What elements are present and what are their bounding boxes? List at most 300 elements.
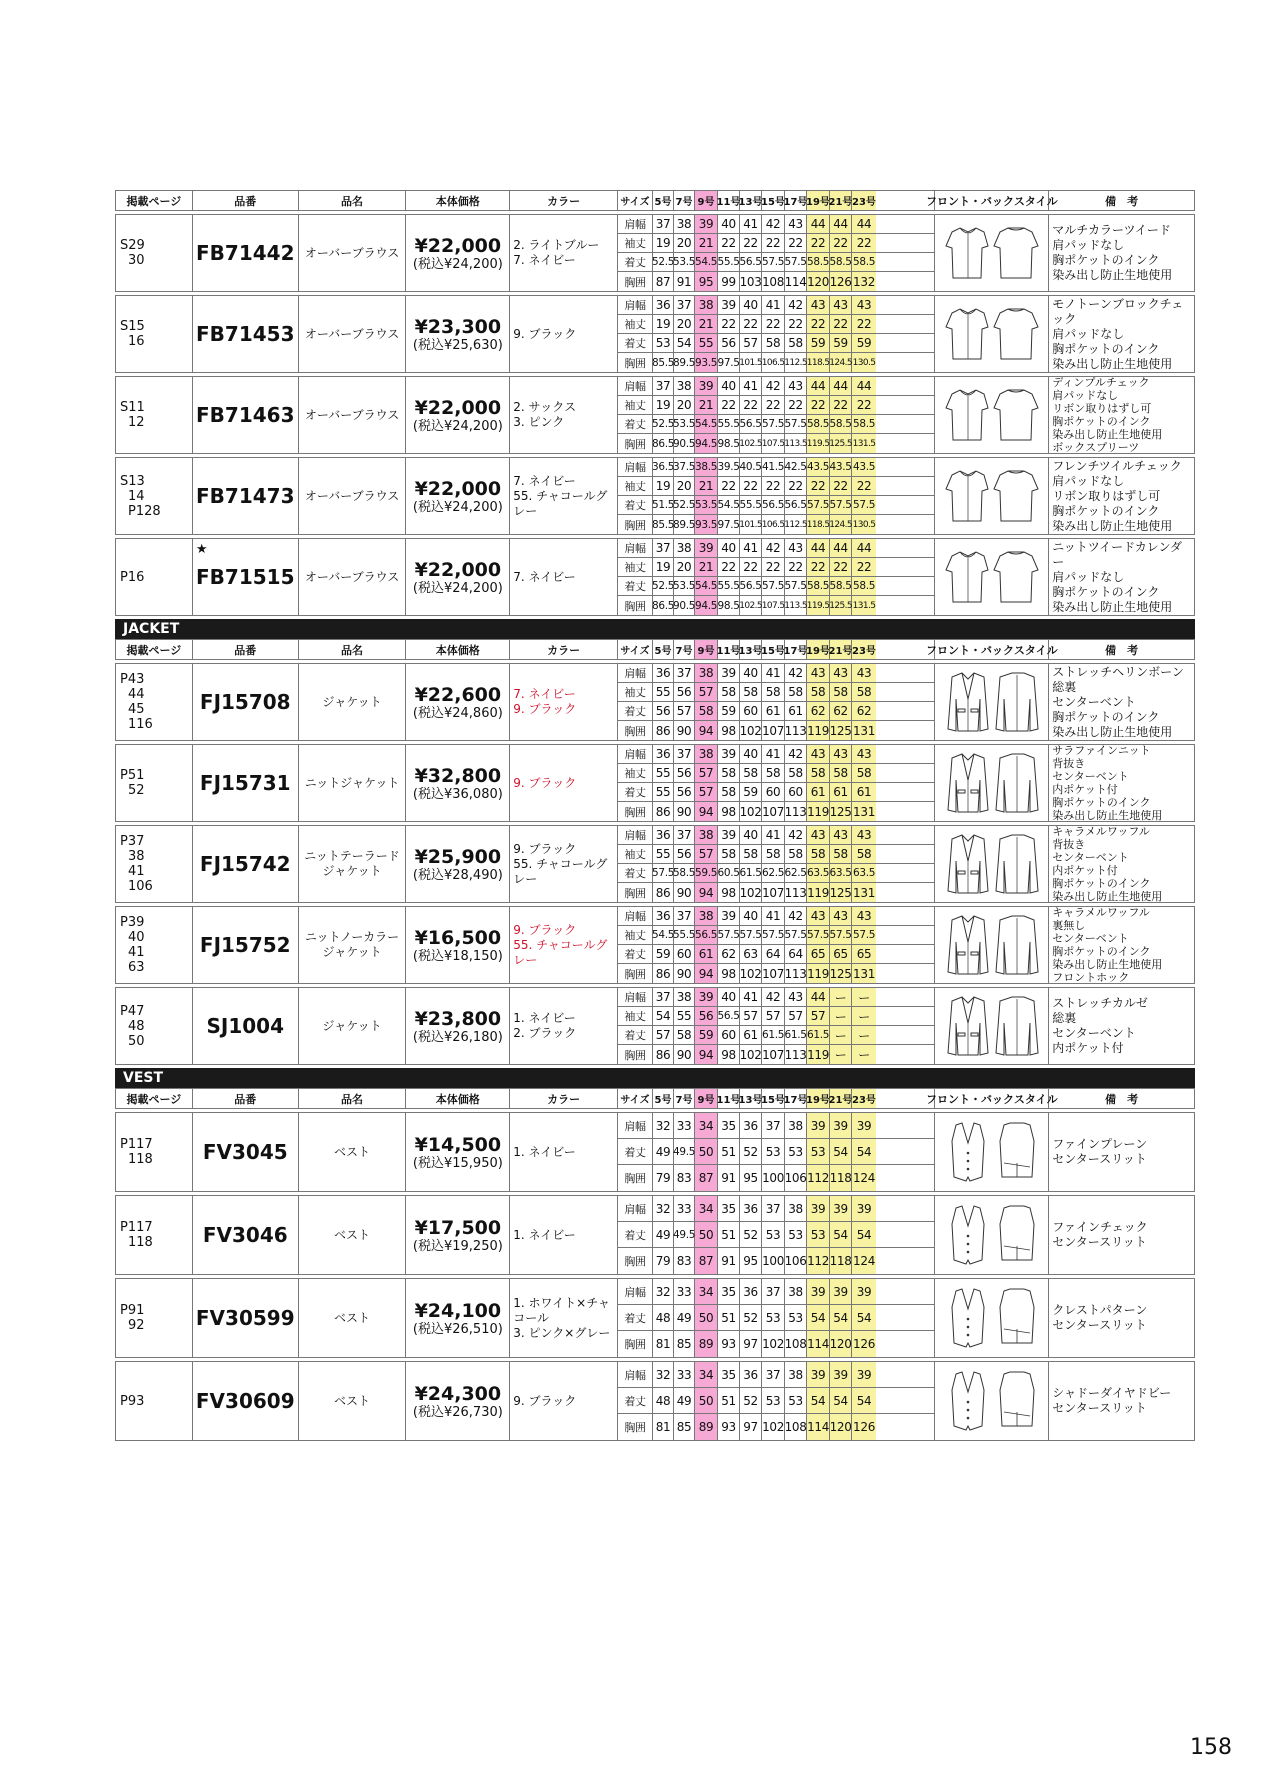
size-value: 98 <box>718 883 740 902</box>
measure-label: 肩幅 <box>618 377 653 395</box>
size-table <box>618 664 935 740</box>
size-value: 42 <box>762 215 785 233</box>
product-name-line: ニットジャケット <box>304 775 400 790</box>
size-value: 54.5 <box>718 496 740 514</box>
size-value: 107 <box>762 1045 785 1064</box>
product-code-text: FV3045 <box>202 1140 288 1164</box>
size-value: 102 <box>740 964 762 983</box>
size-value: 43 <box>852 664 876 682</box>
size-value: 36 <box>740 1113 762 1138</box>
size-value: 61 <box>762 702 785 720</box>
size-row <box>618 377 934 396</box>
jacket-silhouette-icon <box>938 750 1046 816</box>
remarks <box>1049 907 1194 983</box>
size-value: 94 <box>695 964 718 983</box>
size-value: 40 <box>718 215 740 233</box>
size-15号: 15号 <box>762 640 785 659</box>
color-option: 1. ネイビー <box>513 1227 576 1242</box>
header-code: 品番 <box>193 1089 299 1108</box>
product-row-FJ15742 <box>115 825 1195 903</box>
size-value: 39 <box>852 1196 876 1221</box>
size-value: 83 <box>674 1165 695 1191</box>
size-value: 21 <box>695 315 718 333</box>
price-base: ¥16,500 <box>414 926 502 949</box>
remark-line: センターベント <box>1052 694 1136 709</box>
color-option: 1. ホワイト×チャコール <box>513 1295 610 1325</box>
size-value: 53 <box>653 334 674 352</box>
size-value: 42 <box>762 988 785 1006</box>
page-ref: S29 <box>120 238 145 253</box>
size-value: 39 <box>695 215 718 233</box>
size-value: 91 <box>718 1248 740 1274</box>
column-header-row <box>115 190 1195 211</box>
size-value: 49.5 <box>674 1222 695 1247</box>
size-value: 53.5 <box>674 415 695 433</box>
measure-label: 肩幅 <box>618 1362 653 1387</box>
size-value: 55 <box>674 1007 695 1025</box>
size-value: 63.5 <box>830 864 852 882</box>
size-value: 32 <box>653 1362 674 1387</box>
size-21号: 21号 <box>830 191 852 210</box>
size-value: 50 <box>695 1388 718 1413</box>
size-value: 38 <box>674 988 695 1006</box>
size-table <box>618 296 935 372</box>
size-value: 113 <box>785 964 807 983</box>
measure-label: 肩幅 <box>618 215 653 233</box>
size-value: 38 <box>674 539 695 557</box>
size-value: 102.5 <box>740 434 762 453</box>
size-value: 53.5 <box>674 253 695 271</box>
size-value: 57.5 <box>852 496 876 514</box>
size-value: 22 <box>762 234 785 252</box>
size-value: 58.5 <box>830 415 852 433</box>
size-value: 40 <box>740 907 762 925</box>
size-value: 40 <box>740 664 762 682</box>
size-row <box>618 964 934 983</box>
size-value: 61 <box>785 702 807 720</box>
size-header <box>618 1089 876 1108</box>
size-value: 22 <box>762 558 785 576</box>
size-value: ー <box>830 1045 852 1064</box>
measure-label: 肩幅 <box>618 988 653 1006</box>
size-value: 53 <box>807 1222 830 1247</box>
size-value: 81 <box>653 1414 674 1440</box>
size-value: 43 <box>807 826 830 844</box>
size-row <box>618 253 934 272</box>
size-row <box>618 396 934 415</box>
color-option: 1. ネイビー <box>513 1011 576 1025</box>
size-table <box>618 377 935 453</box>
size-row <box>618 802 934 821</box>
size-value: 43.5 <box>852 458 876 476</box>
page-refs <box>116 458 193 534</box>
product-code-text: FB71463 <box>196 403 295 427</box>
size-value: 38 <box>785 1279 807 1304</box>
measure-label: 袖丈 <box>618 926 653 944</box>
size-value: 55 <box>695 334 718 352</box>
size-value: 57 <box>762 1007 785 1025</box>
measure-label: 胸囲 <box>618 1414 653 1440</box>
size-row <box>618 458 934 477</box>
product-sheet <box>115 190 1195 1441</box>
size-value: 61.5 <box>740 864 762 882</box>
remarks <box>1049 1279 1194 1357</box>
product-row-FB71473 <box>115 457 1195 535</box>
size-row <box>618 826 934 845</box>
measure-label: 胸囲 <box>618 1165 653 1191</box>
size-value: 90 <box>674 883 695 902</box>
product-name-line: ジャケット <box>322 694 382 709</box>
product-code-text: SJ1004 <box>206 1014 285 1038</box>
color-list <box>510 1362 618 1440</box>
size-value: 43 <box>807 664 830 682</box>
size-value: 36 <box>653 664 674 682</box>
measure-label: 肩幅 <box>618 1196 653 1221</box>
size-value: 58 <box>740 845 762 863</box>
measure-label: 袖丈 <box>618 764 653 782</box>
remark-line: 染み出し防止生地使用 <box>1052 428 1163 441</box>
measure-label: 胸囲 <box>618 1045 653 1064</box>
header-remarks: 備 考 <box>1105 1092 1139 1106</box>
size-row <box>618 515 934 534</box>
remark-line: 内ポケット付 <box>1052 783 1118 796</box>
product-row-FV30609 <box>115 1361 1195 1441</box>
size-value: 107 <box>762 883 785 902</box>
size-value: 19 <box>653 315 674 333</box>
price-tax: (税込¥24,860) <box>412 705 503 721</box>
size-value: 98 <box>718 721 740 740</box>
size-value: 53.5 <box>695 496 718 514</box>
size-value: 57 <box>695 845 718 863</box>
color-list <box>510 1113 618 1191</box>
product-code-text: FV30609 <box>195 1389 295 1413</box>
size-value: 54.5 <box>695 577 718 595</box>
remark-line: ボックスプリーツ <box>1052 441 1140 454</box>
size-19号: 19号 <box>807 1089 830 1108</box>
size-row <box>618 745 934 764</box>
size-value: 87 <box>653 272 674 291</box>
size-value: 22 <box>762 396 785 414</box>
measure-label: 肩幅 <box>618 458 653 476</box>
header-price: 本体価格 <box>406 191 510 210</box>
size-row <box>618 988 934 1007</box>
page-ref: 30 <box>128 253 145 268</box>
color-option: 9. ブラック <box>513 326 577 341</box>
header-remarks: 備 考 <box>1105 643 1139 657</box>
size-value: 90.5 <box>674 434 695 453</box>
size-value: 22 <box>740 315 762 333</box>
size-value: 40 <box>740 296 762 314</box>
size-row <box>618 721 934 740</box>
size-value: 86 <box>653 964 674 983</box>
size-value: 43.5 <box>807 458 830 476</box>
remark-line: 染み出し防止生地使用 <box>1052 724 1173 739</box>
measure-label: 肩幅 <box>618 826 653 844</box>
size-value: 21 <box>695 558 718 576</box>
measure-label: 袖丈 <box>618 558 653 576</box>
size-7号: 7号 <box>674 1089 695 1108</box>
size-value: 62.5 <box>762 864 785 882</box>
color-option: 7. ネイビー <box>513 253 576 267</box>
size-value: 98.5 <box>718 596 740 615</box>
size-value: 50 <box>695 1305 718 1330</box>
header-page: 掲載ページ <box>116 1089 193 1108</box>
size-value: 125.5 <box>830 596 852 615</box>
size-value: ー <box>852 988 876 1006</box>
size-value: 98 <box>718 802 740 821</box>
size-label: サイズ <box>618 640 653 659</box>
product-price <box>406 377 510 453</box>
measure-label: 着丈 <box>618 783 653 801</box>
product-row-FV3046 <box>115 1195 1195 1275</box>
product-name <box>299 215 407 291</box>
size-value: 57 <box>695 764 718 782</box>
product-name <box>299 1362 407 1440</box>
size-value: 55.5 <box>718 577 740 595</box>
page-ref: P16 <box>120 569 145 585</box>
remark-line: センターベント <box>1052 851 1129 864</box>
page-ref: S15 <box>120 319 145 334</box>
remark-line: シャドーダイヤドビー <box>1052 1386 1172 1400</box>
size-value: 22 <box>740 234 762 252</box>
size-23号: 23号 <box>852 1089 876 1108</box>
remark-line: 胸ポケットのインク <box>1052 877 1151 890</box>
measure-label: 胸囲 <box>618 883 653 902</box>
product-name <box>299 1279 407 1357</box>
measure-label: 着丈 <box>618 253 653 271</box>
size-value: 41 <box>740 539 762 557</box>
size-value: 22 <box>807 477 830 495</box>
measure-label: 肩幅 <box>618 745 653 763</box>
measure-label: 胸囲 <box>618 353 653 372</box>
size-value: 57 <box>695 683 718 701</box>
size-row <box>618 577 934 596</box>
size-value: 112.5 <box>785 353 807 372</box>
remark-line: ファインチェック <box>1052 1220 1148 1234</box>
price-tax: (税込¥19,250) <box>412 1238 503 1254</box>
size-value: 38 <box>674 377 695 395</box>
size-value: 32 <box>653 1196 674 1221</box>
product-name-line: オーバーブラウス <box>304 326 400 341</box>
size-value: 89 <box>695 1331 718 1357</box>
size-value: 58.5 <box>830 253 852 271</box>
size-value: 94.5 <box>695 434 718 453</box>
price-base: ¥22,600 <box>414 683 502 706</box>
size-row <box>618 415 934 434</box>
size-value: 113.5 <box>785 434 807 453</box>
size-value: 56.5 <box>785 496 807 514</box>
page-ref: 63 <box>128 960 145 975</box>
measure-label: 袖丈 <box>618 477 653 495</box>
size-value: 87 <box>695 1248 718 1274</box>
measure-label: 胸囲 <box>618 272 653 291</box>
size-row <box>618 1007 934 1026</box>
color-list <box>510 215 618 291</box>
remark-line: センタースリット <box>1052 1152 1147 1166</box>
size-value: 44 <box>807 215 830 233</box>
size-table <box>618 1113 935 1191</box>
size-value: 97 <box>740 1331 762 1357</box>
size-value: 44 <box>852 539 876 557</box>
size-value: 58 <box>830 683 852 701</box>
size-value: 22 <box>718 234 740 252</box>
product-name <box>299 458 407 534</box>
size-value: 58 <box>785 683 807 701</box>
size-row <box>618 1139 934 1165</box>
size-value: 20 <box>674 234 695 252</box>
measure-label: 着丈 <box>618 415 653 433</box>
size-row <box>618 764 934 783</box>
size-value: 118 <box>830 1165 852 1191</box>
measure-label: 着丈 <box>618 496 653 514</box>
size-value: 85 <box>674 1414 695 1440</box>
jacket-silhouette-icon <box>938 831 1046 897</box>
page-ref: 118 <box>128 1152 153 1167</box>
size-value: 34 <box>695 1113 718 1138</box>
size-value: 61 <box>830 783 852 801</box>
size-value: 91 <box>674 272 695 291</box>
product-name <box>299 296 407 372</box>
remark-line: 染み出し防止生地使用 <box>1052 268 1173 282</box>
size-value: 85.5 <box>653 515 674 534</box>
size-value: 57.5 <box>830 926 852 944</box>
size-value: 37 <box>674 907 695 925</box>
product-code-text: FB71453 <box>196 322 295 346</box>
remark-line: 胸ポケットのインク <box>1052 503 1160 518</box>
size-value: 53 <box>762 1139 785 1164</box>
size-17号: 17号 <box>785 1089 807 1108</box>
header-color: カラー <box>510 1089 618 1108</box>
measure-label: 肩幅 <box>618 539 653 557</box>
remark-line: サラファインニット <box>1052 744 1151 757</box>
color-option: 9. ブラック <box>513 1393 577 1408</box>
size-row <box>618 783 934 802</box>
section-band-jacket: JACKET <box>115 619 1195 639</box>
size-row <box>618 1362 934 1388</box>
size-value: 118.5 <box>807 353 830 372</box>
page-refs <box>116 1196 193 1274</box>
product-code <box>193 988 299 1064</box>
size-value: 38 <box>785 1196 807 1221</box>
size-value: 39 <box>718 907 740 925</box>
page-ref: P117 <box>120 1220 153 1235</box>
measure-label: 着丈 <box>618 1388 653 1413</box>
size-row <box>618 596 934 615</box>
size-value: 53 <box>762 1222 785 1247</box>
size-value: 108 <box>785 1414 807 1440</box>
size-value: 42 <box>785 826 807 844</box>
page-ref: 44 <box>128 687 145 702</box>
page-ref: P91 <box>120 1303 145 1318</box>
size-row <box>618 296 934 315</box>
size-value: 39.5 <box>718 458 740 476</box>
size-value: 113 <box>785 721 807 740</box>
size-value: 61 <box>852 783 876 801</box>
product-code <box>193 215 299 291</box>
product-name <box>299 907 407 983</box>
page-refs <box>116 1113 193 1191</box>
size-value: 124.5 <box>830 353 852 372</box>
size-value: 58 <box>785 845 807 863</box>
header-name: 品名 <box>299 191 407 210</box>
size-value: 61.5 <box>762 1026 785 1044</box>
product-code <box>193 377 299 453</box>
product-row-SJ1004 <box>115 987 1195 1065</box>
size-value: 60 <box>674 945 695 963</box>
measure-label: 袖丈 <box>618 1007 653 1025</box>
remark-line: 染み出し防止生地使用 <box>1052 890 1163 903</box>
header-code: 品番 <box>193 191 299 210</box>
size-value: 54 <box>852 1139 876 1164</box>
color-list <box>510 1196 618 1274</box>
page-refs <box>116 215 193 291</box>
size-value: 43 <box>852 296 876 314</box>
size-value: 41 <box>762 745 785 763</box>
price-tax: (税込¥25,630) <box>412 337 503 353</box>
size-value: 126 <box>852 1414 876 1440</box>
size-row <box>618 215 934 234</box>
size-value: 102 <box>740 1045 762 1064</box>
size-value: 42 <box>785 664 807 682</box>
size-value: 54 <box>653 1007 674 1025</box>
product-row-FV3045 <box>115 1112 1195 1192</box>
page-refs <box>116 745 193 821</box>
measure-label: 胸囲 <box>618 1248 653 1274</box>
size-value: 52 <box>740 1388 762 1413</box>
size-value: 37 <box>762 1279 785 1304</box>
size-value: 43 <box>785 988 807 1006</box>
measure-label: 袖丈 <box>618 234 653 252</box>
silhouette <box>935 539 1049 615</box>
size-value: ー <box>830 1026 852 1044</box>
header-page: 掲載ページ <box>116 640 193 659</box>
size-value: 43 <box>852 907 876 925</box>
size-value: 131 <box>852 964 876 983</box>
size-value: 22 <box>830 396 852 414</box>
size-value: 42 <box>785 296 807 314</box>
size-value: 44 <box>807 377 830 395</box>
size-value: 57.5 <box>785 577 807 595</box>
product-name <box>299 826 407 902</box>
size-value: 39 <box>830 1362 852 1387</box>
color-option: 55. チャコールグレー <box>513 937 608 967</box>
size-value: 38 <box>695 826 718 844</box>
size-value: 95 <box>695 272 718 291</box>
price-base: ¥32,800 <box>414 764 502 787</box>
size-7号: 7号 <box>674 191 695 210</box>
size-value: 90.5 <box>674 596 695 615</box>
size-value: 58 <box>830 764 852 782</box>
remark-line: センタースリット <box>1052 1401 1147 1415</box>
page-ref: P39 <box>120 915 145 930</box>
size-value: 126 <box>830 272 852 291</box>
product-code-text: FB71442 <box>196 241 295 265</box>
remark-line: キャラメルワッフル <box>1052 825 1150 838</box>
size-13号: 13号 <box>740 640 762 659</box>
measure-label: 着丈 <box>618 1222 653 1247</box>
size-value: 58 <box>674 1026 695 1044</box>
remark-line: 背抜き <box>1052 838 1086 851</box>
product-price <box>406 458 510 534</box>
size-value: 39 <box>852 1113 876 1138</box>
size-value: 98.5 <box>718 434 740 453</box>
header-color: カラー <box>510 640 618 659</box>
size-value: 125 <box>830 964 852 983</box>
size-value: 22 <box>785 558 807 576</box>
size-value: 53.5 <box>674 577 695 595</box>
size-value: 40 <box>740 745 762 763</box>
size-value: 119 <box>807 721 830 740</box>
